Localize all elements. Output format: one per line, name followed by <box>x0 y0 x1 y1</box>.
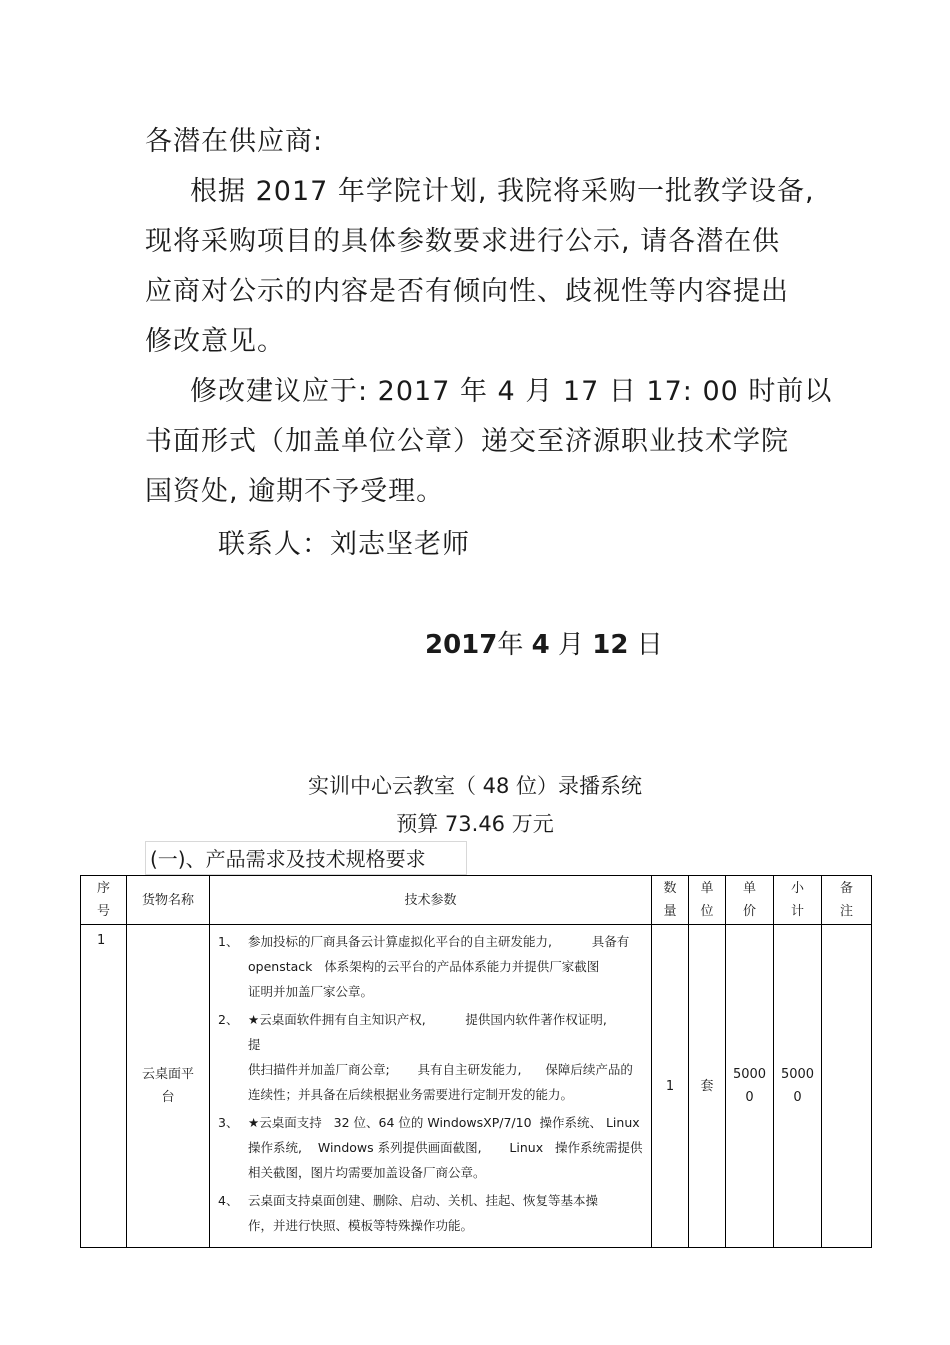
date-year: 2017 <box>425 630 498 660</box>
row-unit: 套 <box>689 925 726 1248</box>
param-item: 4、 云桌面支持桌面创建、删除、启动、关机、挂起、恢复等基本操 作，并进行快照、模板等特殊操作功能。 <box>218 1193 599 1233</box>
section-heading: (一)、产品需求及技术规格要求 <box>145 841 467 875</box>
date-day: 12 <box>592 630 629 660</box>
header-params: 技术参数 <box>210 876 652 925</box>
spec-table <box>80 875 872 1248</box>
header-name: 货物名称 <box>127 876 210 925</box>
paragraph-line: 修改意见。 <box>145 326 285 357</box>
row-name: 云桌面平 台 <box>127 925 210 1248</box>
header-subtotal: 小 计 <box>774 876 822 925</box>
row-seq: 1 <box>81 925 127 1248</box>
paragraph-line: 国资处, 逾期不予受理。 <box>145 476 445 507</box>
header-seq: 序 号 <box>81 876 127 925</box>
header-remark: 备 注 <box>822 876 872 925</box>
param-item: 1、 参加投标的厂商具备云计算虚拟化平台的自主研发能力, 具备有 openstack 体系架构的云平台的产品体系能力并提供厂家截图 证明并加盖厂家公章。 <box>218 934 630 999</box>
contact-line: 联系人：刘志坚老师 <box>218 529 470 560</box>
row-params <box>210 925 652 1248</box>
table-header-row <box>81 876 872 925</box>
paragraph-line: 应商对公示的内容是否有倾向性、歧视性等内容提出 <box>145 276 789 307</box>
table-row <box>81 925 872 1248</box>
param-item: 2、 ★云桌面软件拥有自主知识产权, 提供国内软件著作权证明, 提 供扫描件并加盖厂商公章; 具有自主研发能力, 保障后续产品的 连续性；并具备在后续根据业务需要进行定制开发的能力。 <box>218 1012 633 1102</box>
paragraph-line: 现将采购项目的具体参数要求进行公示, 请各潜在供 <box>145 226 781 257</box>
paragraph-line: 修改建议应于: 2017 年 4 月 17 日 17: 00 时前以 <box>190 376 833 407</box>
date-month: 4 <box>531 630 550 660</box>
project-budget: 预算 73.46 万元 <box>396 812 554 836</box>
row-price: 5000 0 <box>726 925 774 1248</box>
date-day-unit: 日 <box>636 630 663 660</box>
date-month-unit: 月 <box>558 630 585 660</box>
header-qty: 数 量 <box>652 876 689 925</box>
date-year-unit: 年 <box>497 630 524 660</box>
row-subtotal: 5000 0 <box>774 925 822 1248</box>
row-remark <box>822 925 872 1248</box>
paragraph-line: 书面形式（加盖单位公章）递交至济源职业技术学院 <box>145 426 789 457</box>
param-item: 3、 ★云桌面支持 32 位、64 位的 WindowsXP/7/10 操作系统、 Linux 操作系统, Windows 系列提供画面截图, Linux 操作系统需提供 相关截图，图片均需要加盖设备厂商公章。 <box>218 1115 643 1180</box>
header-price: 单 价 <box>726 876 774 925</box>
project-title: 实训中心云教室（ 48 位）录播系统 <box>307 774 643 798</box>
header-unit: 单 位 <box>689 876 726 925</box>
salutation: 各潜在供应商: <box>145 126 324 157</box>
letter-date <box>425 628 663 662</box>
row-qty: 1 <box>652 925 689 1248</box>
paragraph-line: 根据 2017 年学院计划, 我院将采购一批教学设备, <box>190 176 815 207</box>
